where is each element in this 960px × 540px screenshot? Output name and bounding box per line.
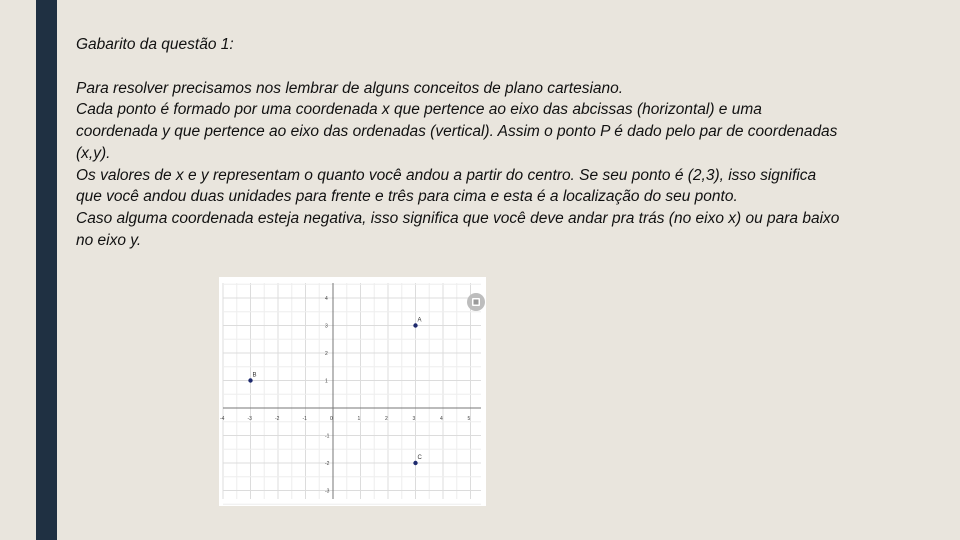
paragraph-2: Cada ponto é formado por uma coordenada x que pertence ao eixo das abcissas (horizontal) e uma coordenada y que pertence ao eixo das ordenadas (vertical). Assim o ponto P é dado pelo par de coordenadas (x,y). — [76, 101, 838, 162]
heading: Gabarito da questão 1: — [76, 36, 234, 53]
cartesian-graph — [219, 277, 486, 506]
answer-text-block — [76, 34, 846, 251]
x-tick-label: -3 — [247, 416, 252, 422]
point-label-b: B — [252, 372, 257, 379]
x-tick-label: 3 — [412, 416, 416, 422]
paragraph-1: Para resolver precisamos nos lembrar de alguns conceitos de plano cartesiano. — [76, 79, 624, 97]
x-tick-label: 4 — [440, 416, 443, 422]
y-tick-label: 1 — [325, 378, 328, 385]
x-tick-label: -4 — [220, 416, 225, 422]
left-accent-bar — [36, 0, 57, 540]
y-tick-label: -1 — [325, 433, 330, 440]
x-tick-label: -2 — [275, 416, 280, 422]
y-tick-label: -2 — [325, 461, 330, 467]
x-tick-label: -1 — [302, 416, 307, 422]
x-tick-label: 2 — [385, 416, 388, 422]
y-tick-label: 2 — [325, 351, 328, 357]
x-tick-label: 0 — [330, 416, 333, 422]
point-label-a: A — [417, 317, 422, 324]
point-c — [413, 461, 417, 465]
y-tick-label: 4 — [325, 296, 328, 302]
y-tick-label: 3 — [325, 323, 328, 330]
cartesian-graph-image — [219, 277, 486, 506]
point-b — [248, 378, 252, 382]
settings-button[interactable] — [467, 293, 485, 311]
x-tick-label: 5 — [467, 416, 471, 422]
point-label-c: C — [417, 455, 422, 461]
settings-icon-glyph-inner — [474, 300, 479, 305]
y-tick-label: -3 — [325, 488, 330, 495]
x-tick-label: 1 — [357, 416, 361, 422]
point-a — [413, 323, 417, 327]
paragraph-4: Caso alguma coordenada esteja negativa, isso significa que você deve andar pra trás (no eixo x) ou para baixo no eixo y. — [76, 209, 840, 249]
paragraph-3: Os valores de x e y representam o quanto você andou a partir do centro. Se seu ponto é (2,3), isso significa que você andou duas unidades para frente e três para cima e esta é a localização do seu ponto. — [76, 166, 817, 206]
